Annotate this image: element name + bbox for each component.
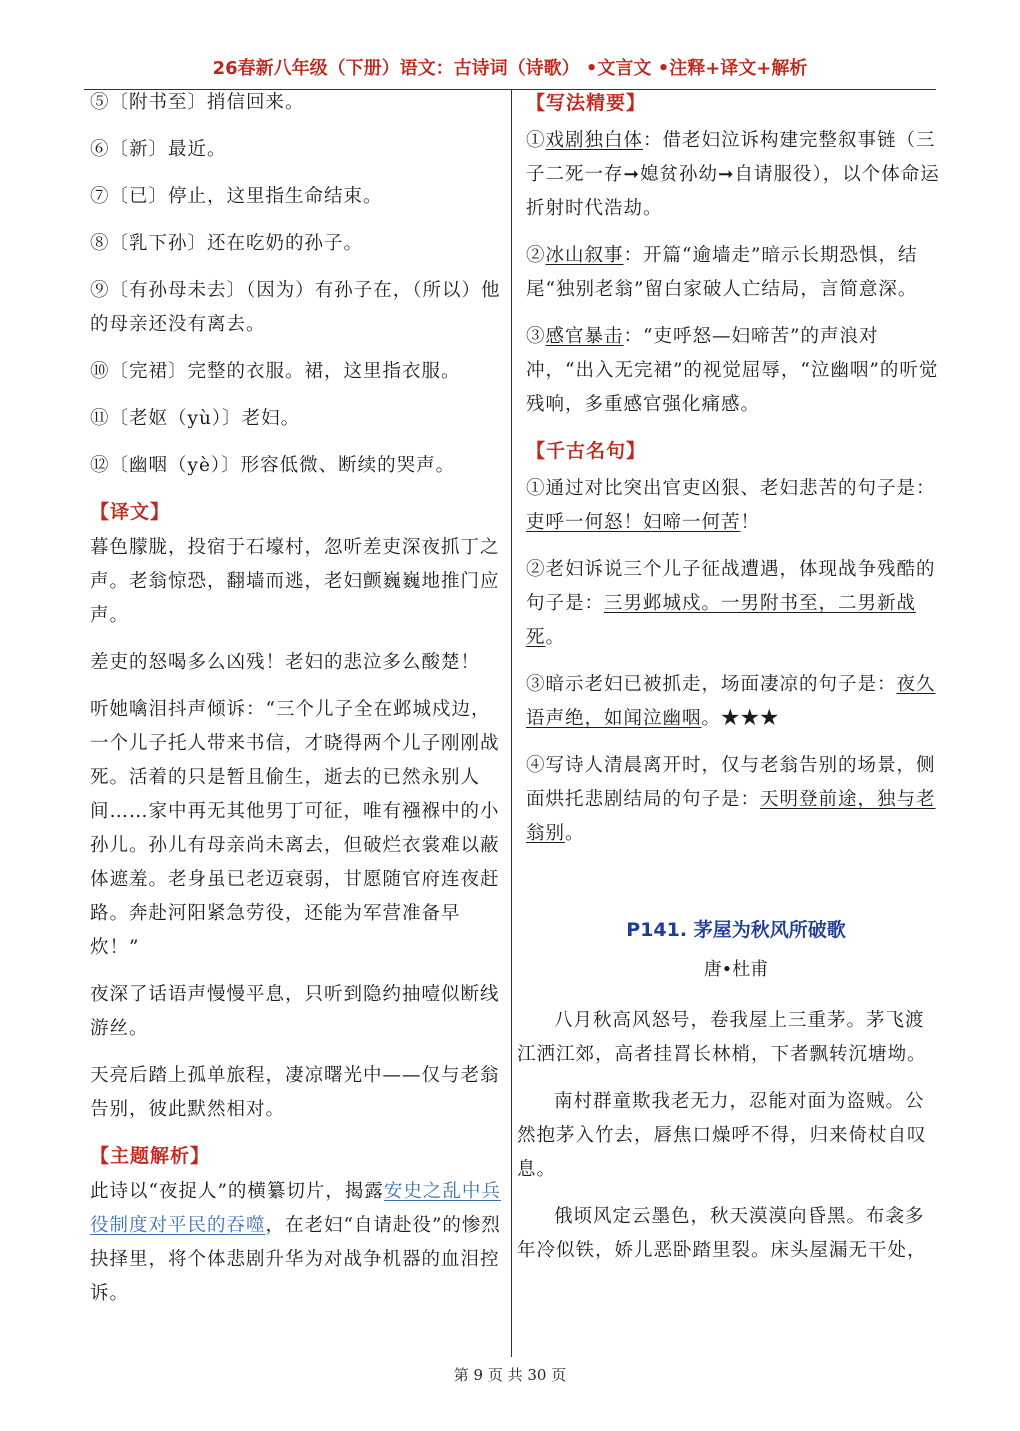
right-column: [526, 86, 946, 987]
answer-text: 吏呼一何怒！妇啼一何苦: [526, 512, 741, 533]
note-item: ⑥〔新〕最近。: [90, 139, 227, 160]
answer-end: 。: [565, 823, 585, 844]
point-number: ①: [526, 130, 546, 151]
question-text: ③暗示老妇已被抓走，场面凄凉的句子是：: [526, 674, 897, 695]
translation-paragraph: 天亮后踏上孤单旅程，凄凉曙光中——仅与老翁告别，彼此默然相对。: [90, 1065, 500, 1120]
answer-end: ！: [740, 512, 761, 533]
page-footer: 第 9 页 共 30 页: [453, 1366, 567, 1384]
point-text: ：借老妇泣诉构建完整叙事链（三子二死一存➞媳贫孙幼➞自请服役），以个体命运折射时代浩劫。: [526, 130, 940, 219]
poem-body: [517, 1004, 942, 1268]
point-text: ：开篇“逾墙走”暗示长期恐惧，结尾“独别老翁”留白家破人亡结局，言简意深。: [526, 245, 918, 300]
question-text: ②老妇诉说三个儿子征战遭遇，体现战争残酷的句子是：: [526, 559, 936, 614]
poem-stanza: 南村群童欺我老无力，忍能对面为盗贼。公然抱茅入竹去，唇焦口燥呼不得，归来倚杖自叹息。: [517, 1091, 927, 1180]
poem-author: 唐•杜甫: [703, 959, 769, 980]
theme-link[interactable]: 安史之乱中兵役制度对平民的吞噬: [90, 1181, 501, 1236]
famous-line-1: [526, 472, 946, 540]
writing-point-3: [526, 320, 946, 422]
poem-stanza: 八月秋高风怒号，卷我屋上三重茅。茅飞渡江洒江郊，高者挂罥长林梢，下者飘转沉塘坳。: [517, 1010, 927, 1065]
theme-heading: 【主题解析】: [90, 1145, 211, 1167]
answer-text: 夜久语声绝，如闻泣幽咽: [526, 674, 936, 729]
column-divider: [511, 89, 512, 1357]
writing-point-1: [526, 124, 946, 226]
point-text: ：“吏呼怒—妇啼苦”的声浪对冲，“出入无完裙”的视觉屈辱，“泣幽咽”的听觉残响，多重感官强化痛感。: [526, 326, 939, 415]
famous-line-2: [526, 553, 946, 655]
note-item: ⑩〔完裙〕完整的衣服。裙，这里指衣服。: [90, 361, 461, 382]
answer-end: 。★★★: [701, 708, 780, 729]
theme-paragraph: [90, 1175, 505, 1311]
point-number: ②: [526, 245, 546, 266]
note-item: ⑪〔老妪（yù）〕老妇。: [90, 408, 301, 429]
writing-heading: 【写法精要】: [526, 92, 647, 114]
translation-heading: 【译文】: [90, 501, 171, 523]
famous-lines-heading: 【千古名句】: [526, 440, 647, 462]
question-text: ①通过对比突出官吏凶狠、老妇悲苦的句子是：: [526, 478, 936, 499]
poem-stanza: 俄顷风定云墨色，秋天漠漠向昏黑。布衾多年冷似铁，娇儿恶卧踏里裂。床头屋漏无干处，: [517, 1206, 927, 1261]
point-keyword: 戏剧独白体: [545, 130, 644, 151]
point-keyword: 感官暴击: [545, 326, 624, 347]
point-number: ③: [526, 326, 546, 347]
note-item: ⑦〔已〕停止，这里指生命结束。: [90, 186, 383, 207]
left-column: [90, 86, 505, 1311]
note-item: ⑧〔乳下孙〕还在吃奶的孙子。: [90, 233, 364, 254]
document-header: 26春新八年级（下册）语文：古诗词（诗歌） •文言文 •注释+译文+解析: [212, 58, 808, 79]
theme-text-pre: 此诗以“夜捉人”的横纂切片，揭露: [90, 1181, 384, 1202]
note-item: ⑨〔有孙母未去〕（因为）有孙子在，（所以）他的母亲还没有离去。: [90, 280, 501, 335]
note-item: ⑤〔附书至〕捎信回来。: [90, 92, 305, 113]
answer-end: 。: [545, 627, 566, 648]
theme-text-post: ，在老妇“自请赴役”的惨烈抉择里，将个体悲剧升华为对战争机器的血泪控诉。: [90, 1215, 501, 1304]
point-keyword: 冰山叙事: [545, 245, 624, 266]
poem-title: P141. 茅屋为秋风所破歌: [626, 919, 846, 941]
answer-text: 三男邺城戍。一男附书至，二男新战死: [526, 593, 917, 648]
translation-paragraph: 听她噙泪抖声倾诉：“三个儿子全在邺城戍边，一个儿子托人带来书信，才晓得两个儿子刚刚战死。活着的只是暂且偷生，逝去的已然永别人间……家中再无其他男丁可征，唯有襁褓中的小孙儿。孙儿有母亲尚未离去，但破烂衣裳难以蔽体遮羞。老身虽已老迈衰弱，甘愿随官府连夜赶路。奔赴河阳紧急劳役，还能为军营准备早炊！”: [90, 699, 500, 958]
answer-text: 天明登前途，独与老翁别: [526, 789, 936, 844]
translation-paragraph: 差吏的怒喝多么凶残！老妇的悲泣多么酸楚！: [90, 652, 481, 673]
question-text: ④写诗人清晨离开时，仅与老翁告别的场景，侧面烘托悲剧结局的句子是：: [526, 755, 936, 810]
famous-line-4: [526, 749, 946, 851]
writing-point-2: [526, 239, 946, 307]
translation-paragraph: 暮色朦胧，投宿于石壕村，忽听差吏深夜抓丁之声。老翁惊恐，翻墙而逃，老妇颤巍巍地推门应声。: [90, 537, 500, 626]
translation-paragraph: 夜深了话语声慢慢平息，只听到隐约抽噎似断线游丝。: [90, 984, 500, 1039]
note-item: ⑫〔幽咽（yè）〕形容低微、断续的哭声。: [90, 455, 456, 476]
famous-line-3: [526, 668, 946, 736]
